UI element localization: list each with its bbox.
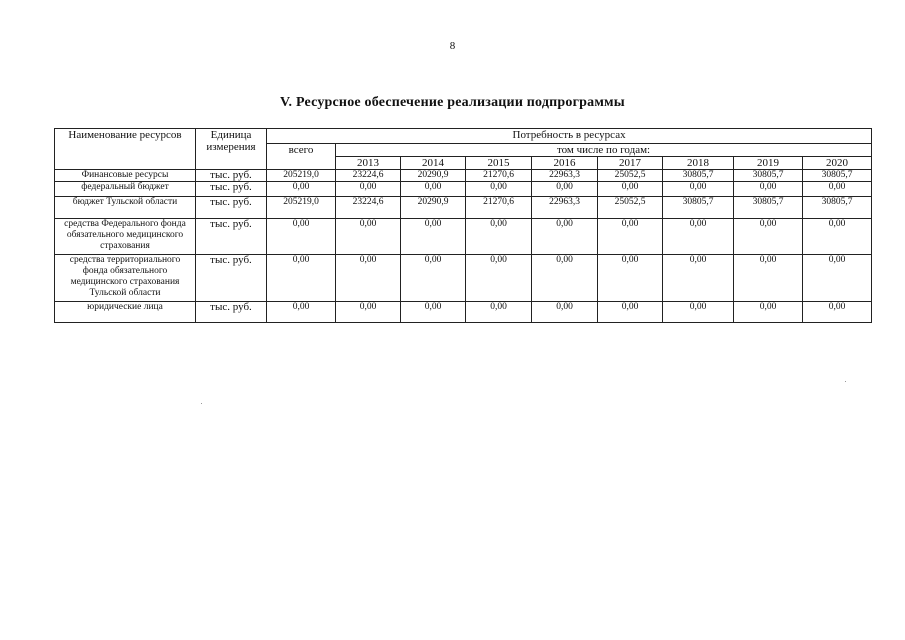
row-unit: тыс. руб. <box>196 197 267 219</box>
header-resource-name: Наименование ресурсов <box>55 129 196 170</box>
row-value-2015: 0,00 <box>466 302 532 323</box>
row-unit: тыс. руб. <box>196 170 267 182</box>
row-value-2013: 0,00 <box>336 182 401 197</box>
page-number: 8 <box>449 40 456 52</box>
row-value-2018: 0,00 <box>663 302 734 323</box>
row-value-2015: 0,00 <box>466 219 532 255</box>
header-year-2016: 2016 <box>532 157 598 170</box>
row-value-2013: 0,00 <box>336 255 401 302</box>
row-value-2013: 0,00 <box>336 302 401 323</box>
header-by-years: том числе по годам: <box>336 144 872 157</box>
row-total: 205219,0 <box>267 197 336 219</box>
row-value-2018: 0,00 <box>663 182 734 197</box>
row-value-2013: 0,00 <box>336 219 401 255</box>
header-unit: Единица измерения <box>196 129 267 170</box>
section-title: V. Ресурсное обеспечение реализации подпрограммы <box>280 95 625 110</box>
row-value-2019: 0,00 <box>734 182 803 197</box>
header-resource-need: Потребность в ресурсах <box>267 129 872 144</box>
row-name: средства Федерального фонда обязательного медицинского страхования <box>55 219 196 255</box>
header-year-2014: 2014 <box>401 157 466 170</box>
row-value-2020: 0,00 <box>803 219 872 255</box>
header-year-2019: 2019 <box>734 157 803 170</box>
row-value-2020: 0,00 <box>803 302 872 323</box>
row-value-2020: 0,00 <box>803 255 872 302</box>
header-year-2020: 2020 <box>803 157 872 170</box>
row-value-2015: 21270,6 <box>466 170 532 182</box>
row-value-2016: 0,00 <box>532 182 598 197</box>
row-value-2014: 0,00 <box>401 302 466 323</box>
scan-speck <box>201 403 202 404</box>
table-row <box>55 255 872 302</box>
table-row <box>55 219 872 255</box>
row-value-2014: 0,00 <box>401 255 466 302</box>
scan-speck <box>845 381 846 382</box>
row-name: бюджет Тульской области <box>55 197 196 219</box>
row-value-2013: 23224,6 <box>336 197 401 219</box>
row-total: 0,00 <box>267 302 336 323</box>
row-value-2015: 21270,6 <box>466 197 532 219</box>
row-value-2016: 0,00 <box>532 302 598 323</box>
header-row-1 <box>55 129 872 144</box>
row-value-2019: 30805,7 <box>734 170 803 182</box>
row-value-2018: 30805,7 <box>663 170 734 182</box>
row-value-2017: 0,00 <box>598 182 663 197</box>
row-value-2020: 30805,7 <box>803 170 872 182</box>
header-year-2017: 2017 <box>598 157 663 170</box>
row-value-2017: 25052,5 <box>598 170 663 182</box>
header-year-2015: 2015 <box>466 157 532 170</box>
row-value-2019: 0,00 <box>734 219 803 255</box>
row-value-2016: 22963,3 <box>532 170 598 182</box>
row-total: 0,00 <box>267 182 336 197</box>
row-value-2018: 0,00 <box>663 219 734 255</box>
row-value-2014: 0,00 <box>401 219 466 255</box>
row-name: федеральный бюджет <box>55 182 196 197</box>
row-name: юридические лица <box>55 302 196 323</box>
table-row <box>55 182 872 197</box>
row-value-2017: 0,00 <box>598 302 663 323</box>
row-total: 0,00 <box>267 219 336 255</box>
row-unit: тыс. руб. <box>196 182 267 197</box>
table-row <box>55 197 872 219</box>
row-value-2014: 20290,9 <box>401 197 466 219</box>
row-value-2014: 20290,9 <box>401 170 466 182</box>
resource-table <box>54 128 872 323</box>
row-total: 0,00 <box>267 255 336 302</box>
row-value-2020: 30805,7 <box>803 197 872 219</box>
row-value-2017: 25052,5 <box>598 197 663 219</box>
table-row <box>55 302 872 323</box>
header-year-2018: 2018 <box>663 157 734 170</box>
row-value-2017: 0,00 <box>598 219 663 255</box>
row-value-2017: 0,00 <box>598 255 663 302</box>
row-value-2013: 23224,6 <box>336 170 401 182</box>
row-value-2020: 0,00 <box>803 182 872 197</box>
row-value-2019: 0,00 <box>734 255 803 302</box>
row-value-2018: 30805,7 <box>663 197 734 219</box>
row-value-2016: 22963,3 <box>532 197 598 219</box>
row-value-2016: 0,00 <box>532 255 598 302</box>
table-row <box>55 170 872 182</box>
row-value-2016: 0,00 <box>532 219 598 255</box>
row-name: средства территориального фонда обязательного медицинского страхования Тульской области <box>55 255 196 302</box>
row-total: 205219,0 <box>267 170 336 182</box>
row-value-2019: 0,00 <box>734 302 803 323</box>
header-year-2013: 2013 <box>336 157 401 170</box>
row-value-2018: 0,00 <box>663 255 734 302</box>
row-value-2014: 0,00 <box>401 182 466 197</box>
row-value-2015: 0,00 <box>466 182 532 197</box>
header-total: всего <box>267 144 336 170</box>
row-value-2015: 0,00 <box>466 255 532 302</box>
row-name: Финансовые ресурсы <box>55 170 196 182</box>
row-value-2019: 30805,7 <box>734 197 803 219</box>
row-unit: тыс. руб. <box>196 255 267 302</box>
row-unit: тыс. руб. <box>196 219 267 255</box>
row-unit: тыс. руб. <box>196 302 267 323</box>
